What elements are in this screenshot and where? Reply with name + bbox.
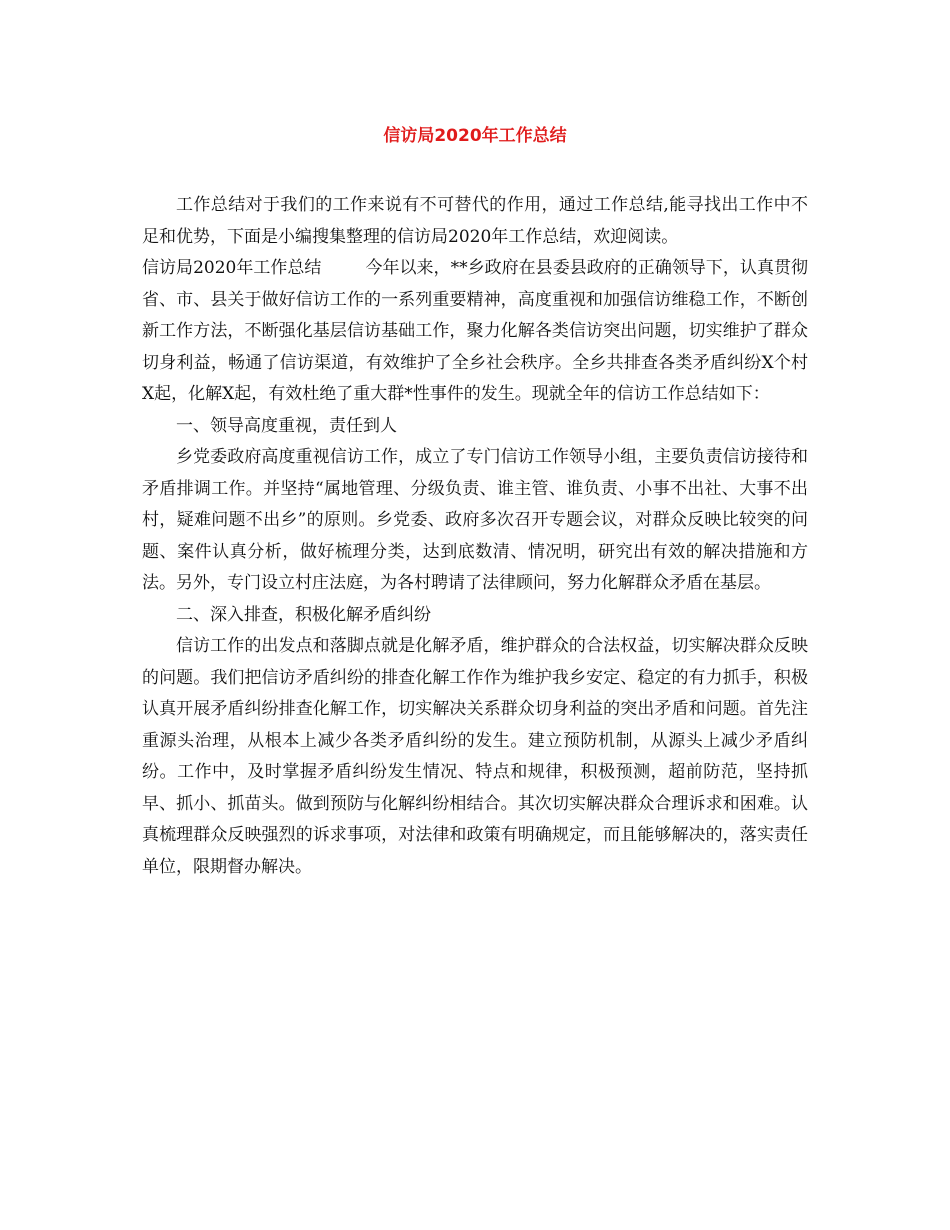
section2-paragraph: 信访工作的出发点和落脚点就是化解矛盾，维护群众的合法权益，切实解决群众反映的问题。我们把信访矛盾纠纷的排查化解工作作为维护我乡安定、稳定的有力抓手，积极认真开展矛盾纠纷排查化解工作，切实解决关系群众切身利益的突出矛盾和问题。首先注重源头治理，从根本上减少各类矛盾纠纷的发生。建立预防机制，从源头上减少矛盾纠纷。工作中，及时掌握矛盾纠纷发生情况、特点和规律，积极预测，超前防范，坚持抓早、抓小、抓苗头。做到预防与化解纠纷相结合。其次切实解决群众合理诉求和困难。认真梳理群众反映强烈的诉求事项，对法律和政策有明确规定，而且能够解决的，落实责任单位，限期督办解决。 — [142, 636, 808, 877]
opening-text: 今年以来，**乡政府在县委县政府的正确领导下，认真贯彻省、市、县关于做好信访工作的一系列重要精神，高度重视和加强信访维稳工作，不断创新工作方法，不断强化基层信访基础工作，聚力化解各类信访突出问题，切实维护了群众切身利益，畅通了信访渠道，有效维护了全乡社会秩序。全乡共排查各类矛盾纠纷X个村X起，化解X起，有效杜绝了重大群*性事件的发生。现就全年的信访工作总结如下： — [142, 258, 808, 404]
opening-paragraph — [142, 253, 808, 411]
section2-heading: 二、深入排查，积极化解矛盾纠纷 — [176, 604, 431, 625]
document-body — [142, 190, 808, 883]
document-title: 信访局2020年工作总结 — [383, 126, 567, 146]
section1-paragraph: 乡党委政府高度重视信访工作，成立了专门信访工作领导小组，主要负责信访接待和矛盾排调工作。并坚持“属地管理、分级负责、谁主管、谁负责、小事不出社、大事不出村，疑难问题不出乡”的原则。乡党委、政府多次召开专题会议，对群众反映比较突的问题、案件认真分析，做好梳理分类，达到底数清、情况明，研究出有效的解决措施和方法。另外，专门设立村庄法庭，为各村聘请了法律顾问，努力化解群众矛盾在基层。 — [142, 447, 808, 593]
intro-paragraph: 工作总结对于我们的工作来说有不可替代的作用，通过工作总结,能寻找出工作中不足和优势，下面是小编搜集整理的信访局2020年工作总结，欢迎阅读。 — [142, 195, 808, 247]
section1-heading: 一、领导高度重视，责任到人 — [176, 415, 397, 436]
inline-subtitle: 信访局2020年工作总结 — [142, 258, 322, 278]
